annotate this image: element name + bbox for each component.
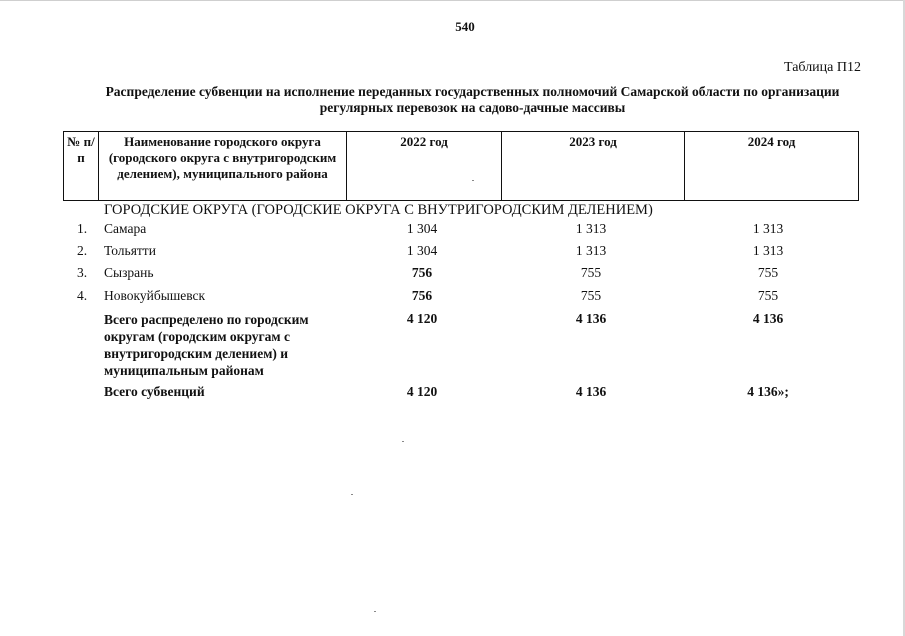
total-subventions-2024: 4 136»; bbox=[747, 384, 789, 399]
document-title: Распределение субвенции на исполнение переданных государственных полномочий Самарской области по организации регулярных перевозок на садово-дачные массивы bbox=[105, 84, 840, 115]
row-value-2023: 1 313 bbox=[575, 221, 607, 236]
header-number: № п/п bbox=[64, 132, 99, 200]
row-value-2023: 1 313 bbox=[575, 243, 607, 258]
table-row bbox=[0, 243, 905, 263]
row-value-2022: 1 304 bbox=[406, 221, 438, 236]
row-value-2024: 755 bbox=[757, 265, 779, 280]
row-value-2024: 1 313 bbox=[752, 243, 784, 258]
row-value-2024: 1 313 bbox=[752, 221, 784, 236]
row-name: Сызрань bbox=[104, 265, 154, 280]
header-2024: 2024 год bbox=[747, 134, 796, 149]
scan-speck bbox=[402, 441, 404, 442]
section-heading: ГОРОДСКИЕ ОКРУГА (ГОРОДСКИЕ ОКРУГА С ВНУТРИГОРОДСКИМ ДЕЛЕНИЕМ) bbox=[104, 202, 653, 218]
total-subventions-label: Всего субвенций bbox=[104, 384, 205, 399]
total-distributed-row bbox=[0, 311, 905, 381]
scan-speck bbox=[374, 611, 376, 612]
row-number: 2. bbox=[77, 243, 88, 258]
scan-speck bbox=[351, 494, 353, 495]
table-row bbox=[0, 221, 905, 241]
total-subventions-row bbox=[0, 384, 905, 404]
header-2023: 2023 год bbox=[502, 132, 685, 200]
row-value-2023: 755 bbox=[580, 288, 602, 303]
row-value-2022: 756 bbox=[411, 265, 433, 280]
row-number: 4. bbox=[77, 288, 88, 303]
scan-edge-top bbox=[0, 0, 905, 1]
row-number: 3. bbox=[77, 265, 88, 280]
scan-speck bbox=[472, 180, 474, 181]
table-header bbox=[63, 131, 859, 201]
total-distributed-2023: 4 136 bbox=[575, 311, 607, 326]
total-subventions-2023: 4 136 bbox=[575, 384, 607, 399]
total-distributed-2024: 4 136 bbox=[752, 311, 784, 326]
row-value-2023: 755 bbox=[580, 265, 602, 280]
total-subventions-2022: 4 120 bbox=[406, 384, 438, 399]
row-name: Самара bbox=[104, 221, 147, 236]
page-number: 540 bbox=[455, 19, 475, 34]
table-row bbox=[0, 265, 905, 285]
header-name: Наименование городского округа (городского округа с внутригородским делением), муниципального района bbox=[99, 132, 347, 200]
table-label: Таблица П12 bbox=[784, 60, 861, 75]
total-distributed-2022: 4 120 bbox=[406, 311, 438, 326]
table-row bbox=[0, 288, 905, 308]
total-distributed-label: Всего распределено по городским округам (городским округам с внутригородским делением) и муниципальным районам bbox=[104, 312, 309, 378]
row-value-2022: 756 bbox=[411, 288, 433, 303]
row-value-2022: 1 304 bbox=[406, 243, 438, 258]
row-number: 1. bbox=[77, 221, 88, 236]
row-value-2024: 755 bbox=[757, 288, 779, 303]
header-2022: 2022 год bbox=[347, 132, 502, 200]
row-name: Тольятти bbox=[104, 243, 156, 258]
row-name: Новокуйбышевск bbox=[104, 288, 206, 303]
